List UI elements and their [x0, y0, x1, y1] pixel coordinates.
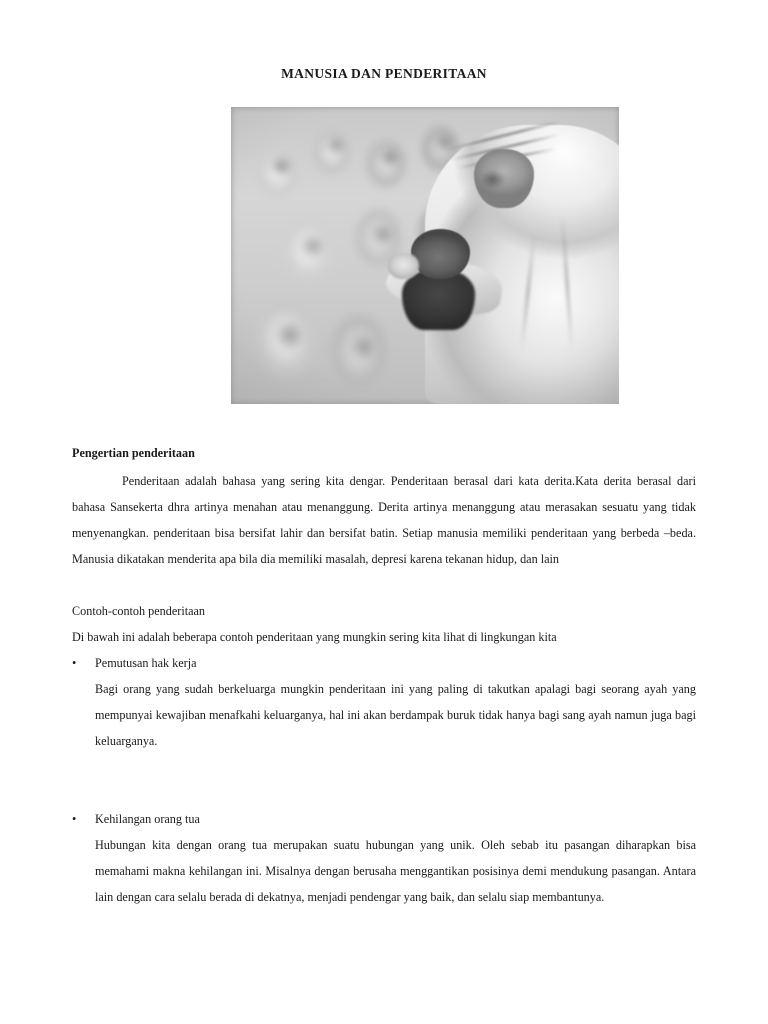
bullet-row — [72, 806, 696, 832]
bullet-label-kehilangan-orang-tua: Kehilangan orang tua — [95, 812, 200, 826]
list-item — [72, 806, 696, 910]
examples-intro: Di bawah ini adalah beberapa contoh penderitaan yang mungkin sering kita lihat di lingkungan kita — [72, 630, 557, 644]
bullet-body-pemutusan-hak-kerja: Bagi orang yang sudah berkeluarga mungkin penderitaan ini yang paling di takutkan apalagi bagi seorang ayah yang mempunyai kewajiban menafkahi keluarganya, hal ini akan berdampak buruk tidak hanya bagi sang ayah namun juga bagi keluarganya. — [95, 682, 696, 748]
section-heading-pengertian: Pengertian penderitaan — [72, 446, 195, 460]
bullet-label-pemutusan-hak-kerja: Pemutusan hak kerja — [95, 656, 197, 670]
bullet-point-icon: • — [72, 656, 77, 670]
paragraph-pengertian: Penderitaan adalah bahasa yang sering kita dengar. Penderitaan berasal dari kata derita.Kata derita berasal dari bahasa Sansekerta dhra artinya menahan atau menanggung. Derita artinya menanggung atau merasakan sesuatu yang tidak menyenangkan. penderitaan bisa bersifat lahir dan bersifat batin. Setiap manusia memiliki penderitaan yang berbeda –beda. Manusia dikatakan menderita apa bila dia memiliki masalah, depresi karena tekanan hidup, dan lain — [72, 474, 696, 566]
photograph-vignette — [231, 107, 619, 404]
photograph-frame — [231, 107, 619, 404]
list-item — [72, 650, 696, 754]
bullet-point-icon: • — [72, 812, 77, 826]
document-body — [72, 440, 696, 910]
bullet-row — [72, 650, 696, 676]
paragraph-spacer — [72, 572, 696, 598]
page-title: MANUSIA DAN PENDERITAAN — [281, 66, 487, 81]
examples-heading: Contoh-contoh penderitaan — [72, 604, 206, 618]
bullet-spacer — [72, 754, 696, 806]
document-photograph — [231, 107, 619, 404]
bullet-body-kehilangan-orang-tua: Hubungan kita dengan orang tua merupakan suatu hubungan yang unik. Oleh sebab itu pasangan diharapkan bisa memahami makna kehilangan ini. Misalnya dengan berusaha menggantikan posisinya demi mendukung pasangan. Antara lain dengan cara selalu berada di dekatnya, menjadi pendengar yang baik, dan selalu siap membantunya. — [95, 838, 696, 904]
